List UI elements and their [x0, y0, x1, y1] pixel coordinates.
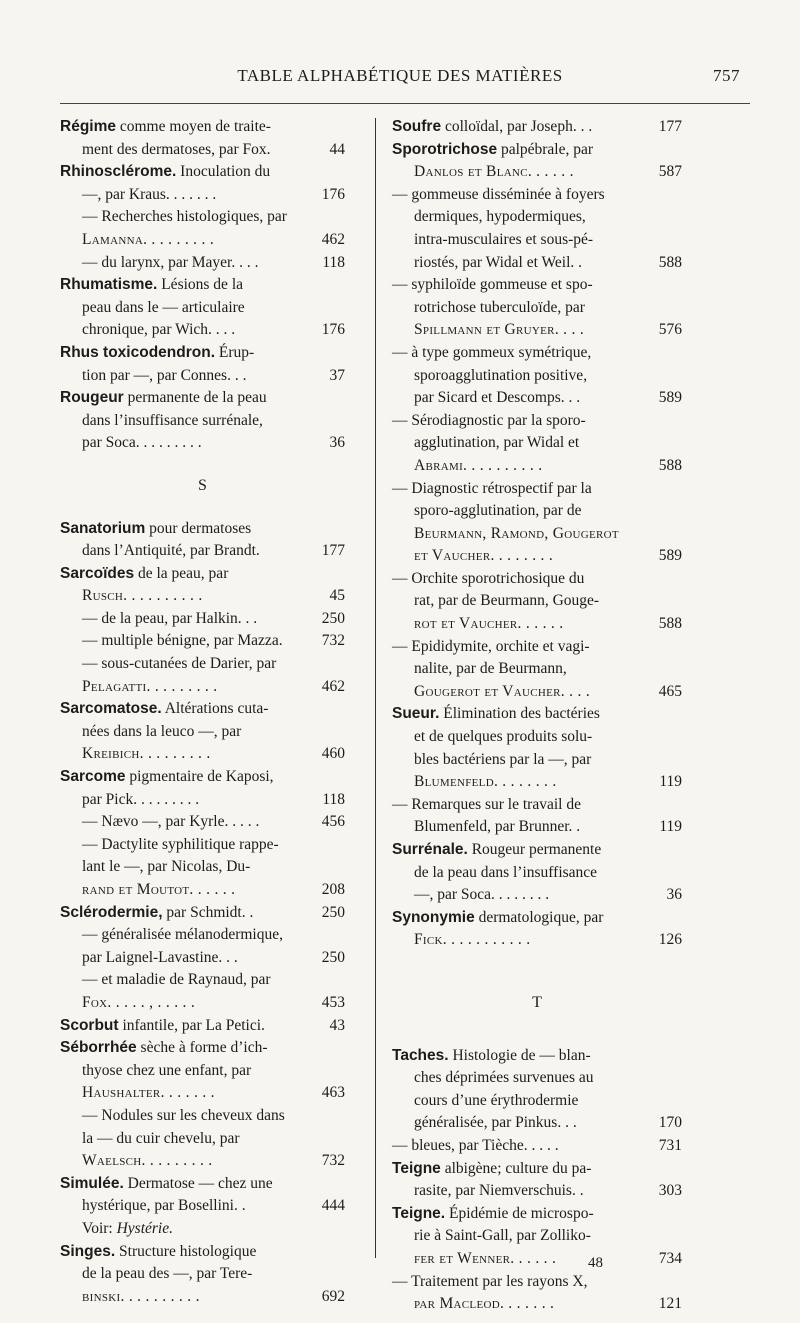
index-entry: Taches. Histologie de — blan-	[392, 1046, 591, 1064]
index-line: fer et Wenner. . . . . . 734	[392, 1248, 682, 1271]
index-line: — Remarques sur le travail de	[392, 795, 581, 813]
index-line: — généralisée mélanodermique,	[82, 926, 283, 944]
index-line: — Nævo —, par Kyrle. . . . . 456	[60, 811, 345, 834]
index-line: nalite, par de Beurmann,	[414, 660, 567, 678]
page-ref: 118	[322, 790, 345, 808]
spacer	[392, 952, 682, 992]
index-entry: Scorbut infantile, par La Petici. 43	[60, 1015, 345, 1038]
header-rule	[60, 103, 750, 104]
index-line: par Laignel-Lavastine. . . 250	[60, 947, 345, 970]
index-line: intra-musculaires et sous-pé-	[414, 230, 594, 248]
page-ref: 588	[658, 253, 682, 271]
index-line: Lamanna. . . . . . . . . 462	[60, 229, 345, 252]
see-also: Voir: Hystérie.	[82, 1219, 173, 1237]
index-line: sporo-agglutination, par de	[414, 502, 582, 520]
page-ref: 692	[321, 1287, 345, 1305]
index-line: et de quelques produits solu-	[414, 728, 593, 746]
index-line: — Epididymite, orchite et vagi-	[392, 637, 590, 655]
index-line: bles bactériens par la —, par	[414, 750, 592, 768]
page-ref: 119	[659, 773, 682, 791]
index-entry: Sanatorium pour dermatoses	[60, 519, 252, 537]
index-entry: Rhinosclérome. Inoculation du	[60, 163, 271, 181]
index-line: par Pick. . . . . . . . . 118	[60, 789, 345, 812]
page-ref: 118	[322, 253, 345, 271]
index-line: sporoagglutination positive,	[414, 366, 588, 384]
index-line: peau dans le — articulaire	[82, 298, 245, 316]
index-line: nées dans la leuco —, par	[82, 722, 242, 740]
index-line: Gougerot et Vaucher. . . . 465	[392, 681, 682, 704]
page-ref: 176	[321, 185, 345, 203]
index-entry: Teigne. Épidémie de microspo-	[392, 1204, 594, 1222]
index-line: Pelagatti. . . . . . . . . 462	[60, 676, 345, 699]
index-line: Blumenfeld, par Brunner. . 119	[392, 816, 682, 839]
page-ref: 250	[321, 903, 345, 921]
index-line: tion par —, par Connes. . . 37	[60, 365, 345, 388]
index-line: dans l’Antiquité, par Brandt. 177	[60, 540, 345, 563]
index-line: binski. . . . . . . . . . 692	[60, 1286, 345, 1309]
index-line: ment des dermatoses, par Fox. 44	[60, 139, 345, 162]
index-line: rotrichose tuberculoïde, par	[414, 298, 585, 316]
index-line: Blumenfeld. . . . . . . . 119	[392, 771, 682, 794]
index-line: rot et Vaucher. . . . . . 588	[392, 613, 682, 636]
running-header	[60, 66, 740, 88]
spacer	[392, 1015, 682, 1045]
index-line: et Vaucher. . . . . . . . 589	[392, 545, 682, 568]
index-line: par Sicard et Descomps. . . 589	[392, 387, 682, 410]
index-entry: Rhumatisme. Lésions de la	[60, 276, 244, 294]
index-line: Beurmann, Ramond, Gougerot	[414, 524, 619, 542]
index-entry: Sueur. Élimination des bactéries	[392, 705, 600, 723]
index-line: — Orchite sporotrichosique du	[392, 569, 585, 587]
column-divider	[375, 118, 376, 1258]
index-line: — syphiloïde gommeuse et spo-	[392, 276, 593, 294]
section-letter-t: T	[532, 993, 542, 1011]
index-line: — gommeuse disséminée à foyers	[392, 185, 605, 203]
index-line: dans l’insuffisance surrénale,	[82, 411, 263, 429]
page-ref: 44	[329, 140, 345, 158]
index-line: Fick. . . . . . . . . . . 126	[392, 929, 682, 952]
index-entry: Séborrhée sèche à forme d’ich-	[60, 1039, 268, 1057]
page-ref: 250	[321, 948, 345, 966]
index-line: rie à Saint-Gall, par Zolliko-	[414, 1227, 591, 1245]
page-ref: 303	[658, 1182, 682, 1200]
index-entry: Rhus toxicodendron. Érup-	[60, 343, 255, 361]
page-ref: 589	[658, 389, 682, 407]
page-ref: 36	[329, 434, 345, 452]
index-line: riostés, par Widal et Weil. . 588	[392, 252, 682, 275]
page-ref: 589	[658, 547, 682, 565]
page-ref: 588	[658, 456, 682, 474]
index-line: — Nodules sur les cheveux dans	[82, 1106, 285, 1124]
page-ref: 176	[321, 321, 345, 339]
page-title: TABLE ALPHABÉTIQUE DES MATIÈRES	[237, 66, 563, 85]
page-ref: 734	[658, 1249, 682, 1267]
index-line: cours d’une érythrodermie	[414, 1091, 579, 1109]
page-ref: 732	[321, 1152, 345, 1170]
index-line: — multiple bénigne, par Mazza. 732	[60, 630, 345, 653]
index-entry: Sclérodermie, par Schmidt. . 250	[60, 902, 345, 925]
index-line: Fox. . . . . , . . . . . 453	[60, 992, 345, 1015]
index-line: rasite, par Niemverschuis. . 303	[392, 1180, 682, 1203]
page-ref: 456	[321, 813, 345, 831]
index-line: rat, par de Beurmann, Gouge-	[414, 592, 600, 610]
index-line: hystérique, par Bosellini. . 444	[60, 1195, 345, 1218]
page-ref: 463	[321, 1084, 345, 1102]
page-ref: 36	[666, 886, 682, 904]
page-ref: 126	[658, 931, 682, 949]
page-ref: 588	[658, 615, 682, 633]
page-ref: 177	[658, 118, 682, 135]
index-line: — Recherches histologiques, par	[82, 208, 287, 226]
signature-mark: 48	[588, 1255, 603, 1271]
index-line: — Traitement par les rayons X,	[392, 1272, 588, 1290]
page-ref: 731	[658, 1136, 682, 1154]
index-line: agglutination, par Widal et	[414, 434, 580, 452]
index-line: — à type gommeux symétrique,	[392, 343, 592, 361]
index-line: de la peau des —, par Tere-	[82, 1265, 253, 1283]
index-line: la — du cuir chevelu, par	[82, 1129, 240, 1147]
page-ref: 444	[321, 1197, 345, 1215]
index-line: — Diagnostic rétrospectif par la	[392, 479, 592, 497]
index-line: lant le —, par Nicolas, Du-	[82, 858, 251, 876]
left-column	[60, 116, 345, 1308]
index-line: dermiques, hypodermiques,	[414, 208, 586, 226]
page-ref: 465	[658, 682, 682, 700]
index-line: — Dactylite syphilitique rappe-	[82, 835, 279, 853]
index-line: — bleues, par Tièche. . . . . 731	[392, 1135, 682, 1158]
page-ref: 453	[321, 993, 345, 1011]
index-entry: Synonymie dermatologique, par	[392, 908, 604, 926]
index-entry: Soufre colloïdal, par Joseph. . . 177	[392, 116, 682, 139]
spacer	[60, 498, 345, 518]
page-ref: 587	[658, 163, 682, 181]
spacer	[60, 455, 345, 475]
index-line: —, par Soca. . . . . . . . 36	[392, 884, 682, 907]
index-line: Spillmann et Gruyer. . . . 576	[392, 319, 682, 342]
right-column	[392, 116, 682, 1316]
index-line: par Macleod. . . . . . . 121	[392, 1293, 682, 1316]
section-letter-s: S	[198, 476, 207, 494]
index-line: — de la peau, par Halkin. . . 250	[60, 608, 345, 631]
page-ref: 208	[321, 881, 345, 898]
index-line: Danlos et Blanc. . . . . . 587	[392, 161, 682, 184]
index-line: rand et Moutot. . . . . . 208	[60, 879, 345, 902]
index-line: Waelsch. . . . . . . . . 732	[60, 1150, 345, 1173]
index-line: thyose chez une enfant, par	[82, 1061, 252, 1079]
index-entry: Surrénale. Rougeur permanente	[392, 841, 602, 858]
index-entry: Sarcomatose. Altérations cuta-	[60, 700, 269, 718]
page-ref: 43	[329, 1016, 345, 1034]
page-ref: 462	[321, 230, 345, 248]
index-line: par Soca. . . . . . . . . 36	[60, 432, 345, 455]
page-ref: 45	[329, 587, 345, 605]
index-line: —, par Kraus. . . . . . . 176	[60, 184, 345, 207]
index-line: — Sérodiagnostic par la sporo-	[392, 411, 586, 429]
page-number: 757	[713, 66, 740, 85]
page-ref: 250	[321, 609, 345, 627]
index-entry: Régime comme moyen de traite-	[60, 118, 271, 135]
index-line: de la peau dans l’insuffisance	[414, 863, 598, 881]
index-line: généralisée, par Pinkus. . . 170	[392, 1112, 682, 1135]
page-ref: 37	[329, 366, 345, 384]
index-line: — sous-cutanées de Darier, par	[82, 655, 277, 673]
index-line: Kreibich. . . . . . . . . 460	[60, 743, 345, 766]
page-ref: 462	[321, 677, 345, 695]
index-entry: Singes. Structure histologique	[60, 1242, 257, 1260]
index-entry: Sarcome pigmentaire de Kaposi,	[60, 768, 274, 786]
page-ref: 170	[658, 1114, 682, 1132]
index-entry: Simulée. Dermatose — chez une	[60, 1174, 273, 1192]
index-entry: Teigne albigène; culture du pa-	[392, 1159, 592, 1177]
index-line: Abrami. . . . . . . . . . 588	[392, 455, 682, 478]
index-entry: Rougeur permanente de la peau	[60, 389, 267, 407]
index-line: Haushalter. . . . . . . 463	[60, 1082, 345, 1105]
index-line: — et maladie de Raynaud, par	[82, 971, 271, 989]
index-line: — du larynx, par Mayer. . . . 118	[60, 252, 345, 275]
page-ref: 121	[658, 1295, 682, 1313]
page-ref: 119	[659, 818, 682, 836]
index-line: chronique, par Wich. . . . 176	[60, 319, 345, 342]
index-entry: Sporotrichose palpébrale, par	[392, 140, 594, 158]
index-line: ches déprimées survenues au	[414, 1069, 594, 1087]
page-ref: 576	[658, 321, 682, 339]
page-ref: 732	[321, 632, 345, 650]
index-entry: Sarcoïdes de la peau, par	[60, 564, 229, 582]
page-ref: 177	[321, 542, 345, 560]
page-ref: 460	[321, 745, 345, 763]
index-line: Rusch. . . . . . . . . . 45	[60, 585, 345, 608]
